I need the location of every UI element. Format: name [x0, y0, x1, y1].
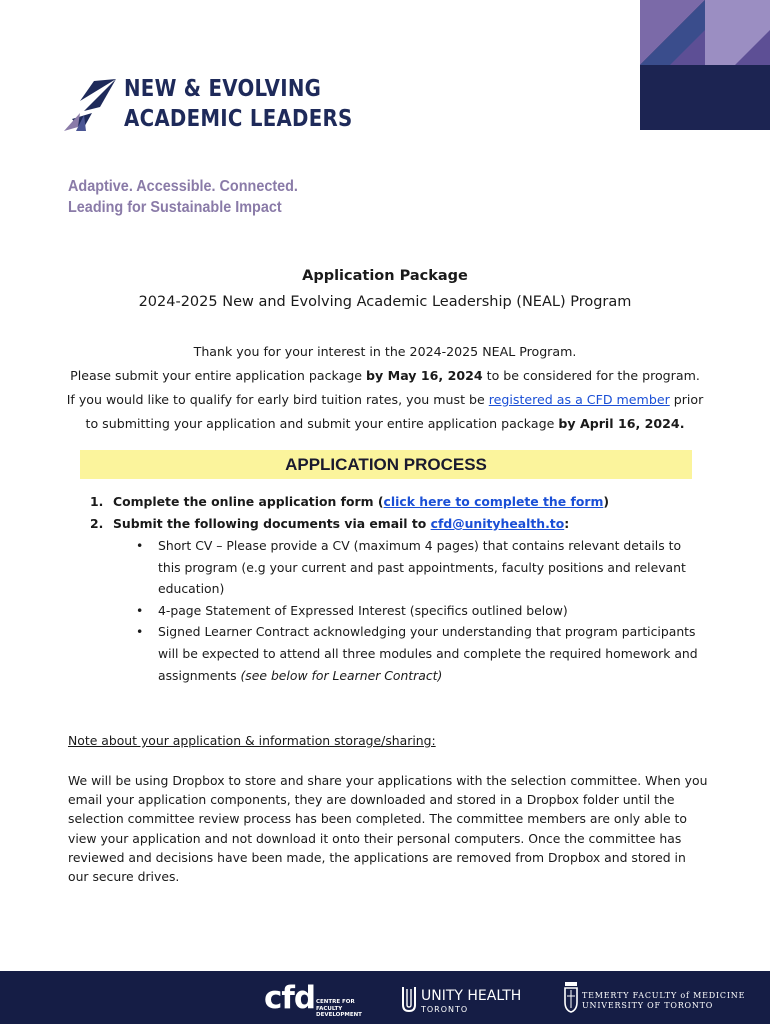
uoft-crest-icon — [563, 980, 579, 1014]
intro-line2 — [40, 364, 730, 388]
note-heading: Note about your application & information storage/sharing: — [68, 733, 436, 748]
bullet-statement-text: 4-page Statement of Expressed Interest (specifics outlined below) — [158, 602, 568, 618]
process-steps — [90, 491, 710, 686]
tagline-line1: Adaptive. Accessible. Connected. — [68, 178, 298, 195]
tagline — [68, 176, 298, 218]
logo-line2: ACADEMIC LEADERS — [124, 106, 353, 132]
bullet-icon: • — [136, 624, 144, 640]
temerty-line2: UNIVERSITY OF TORONTO — [582, 1001, 714, 1010]
application-process-heading: APPLICATION PROCESS — [80, 450, 692, 479]
intro-line4-pre: to submitting your application and submit your entire application package — [85, 416, 559, 431]
email-link[interactable]: cfd@unityhealth.to — [430, 516, 565, 531]
list-item — [90, 600, 698, 622]
step-2-number: 2. — [90, 516, 104, 531]
bullet-icon: • — [136, 538, 144, 553]
unity-health-name: UNITY HEALTH — [421, 988, 522, 1004]
package-title: Application Package — [302, 268, 468, 284]
step-2-text: Submit the following documents via email to — [113, 516, 431, 531]
bullet-cv-text: Short CV – Please provide a CV (maximum 4 pages) that contains relevant details to this program (e.g your current and past appointments, faculty positions and relevant education) — [158, 538, 686, 597]
package-subtitle: 2024-2025 New and Evolving Academic Leadership (NEAL) Program — [138, 294, 632, 310]
step-2-close: : — [564, 516, 570, 531]
corner-decoration — [640, 0, 770, 130]
list-item — [90, 621, 698, 686]
intro-line4 — [40, 412, 730, 436]
tagline-line2: Leading for Sustainable Impact — [68, 199, 282, 216]
application-form-link[interactable]: click here to complete the form — [383, 494, 604, 509]
unity-health-sub: TORONTO — [421, 1005, 469, 1014]
intro-line3-post: prior — [669, 392, 704, 407]
cfd-member-link[interactable]: registered as a CFD member — [488, 392, 670, 407]
deadline-may: by May 16, 2024 — [366, 368, 483, 383]
logo-wordmark — [124, 74, 352, 134]
bullet-contract-text: Signed Learner Contract acknowledging your understanding that program participants will be expected to attend all three modules and complete the required homework and assignments — [158, 624, 698, 683]
intro-line3 — [40, 388, 730, 412]
intro-line1: Thank you for your interest in the 2024-2025 NEAL Program. — [193, 344, 577, 359]
cfd-subtitle-line1: CENTRE FOR — [316, 999, 355, 1005]
bullet-icon: • — [136, 602, 144, 618]
deadline-april: by April 16, 2024. — [558, 416, 685, 431]
intro-line2-post: to be considered for the program. — [482, 368, 700, 383]
note-body: We will be using Dropbox to store and share your applications with the selection committee. When you email your application components, they are downloaded and stored in a Dropbox folder until the selection committee review process has been completed. The committee members are only able to view your application and not download it onto their personal computers. Once the committee has reviewed and decisions have been made, the applications are removed from Dropbox and stored in our secure drives. — [68, 773, 708, 885]
step-2 — [90, 513, 710, 535]
step-1-close: ) — [603, 494, 610, 509]
intro-line3-pre: If you would like to qualify for early bird tuition rates, you must be — [66, 392, 489, 407]
unity-health-icon — [401, 985, 417, 1013]
document-list — [90, 535, 710, 686]
intro-line2-pre: Please submit your entire application package — [70, 368, 367, 383]
step-1 — [90, 491, 710, 513]
footer-bar — [0, 971, 770, 1024]
temerty-line1: TEMERTY FACULTY of MEDICINE — [582, 991, 746, 1000]
cfd-subtitle — [316, 999, 386, 1019]
logo-line1: NEW & EVOLVING — [124, 76, 322, 102]
intro-text — [40, 340, 730, 436]
cfd-subtitle-line2: FACULTY DEVELOPMENT — [316, 1005, 362, 1018]
neal-logo-mark-icon — [62, 77, 118, 133]
cfd-logo: cfd — [264, 980, 316, 1016]
step-1-text: Complete the online application form ( — [113, 494, 384, 509]
bullet-contract-note: (see below for Learner Contract) — [240, 667, 443, 683]
list-item — [90, 535, 698, 600]
step-1-number: 1. — [90, 494, 104, 509]
